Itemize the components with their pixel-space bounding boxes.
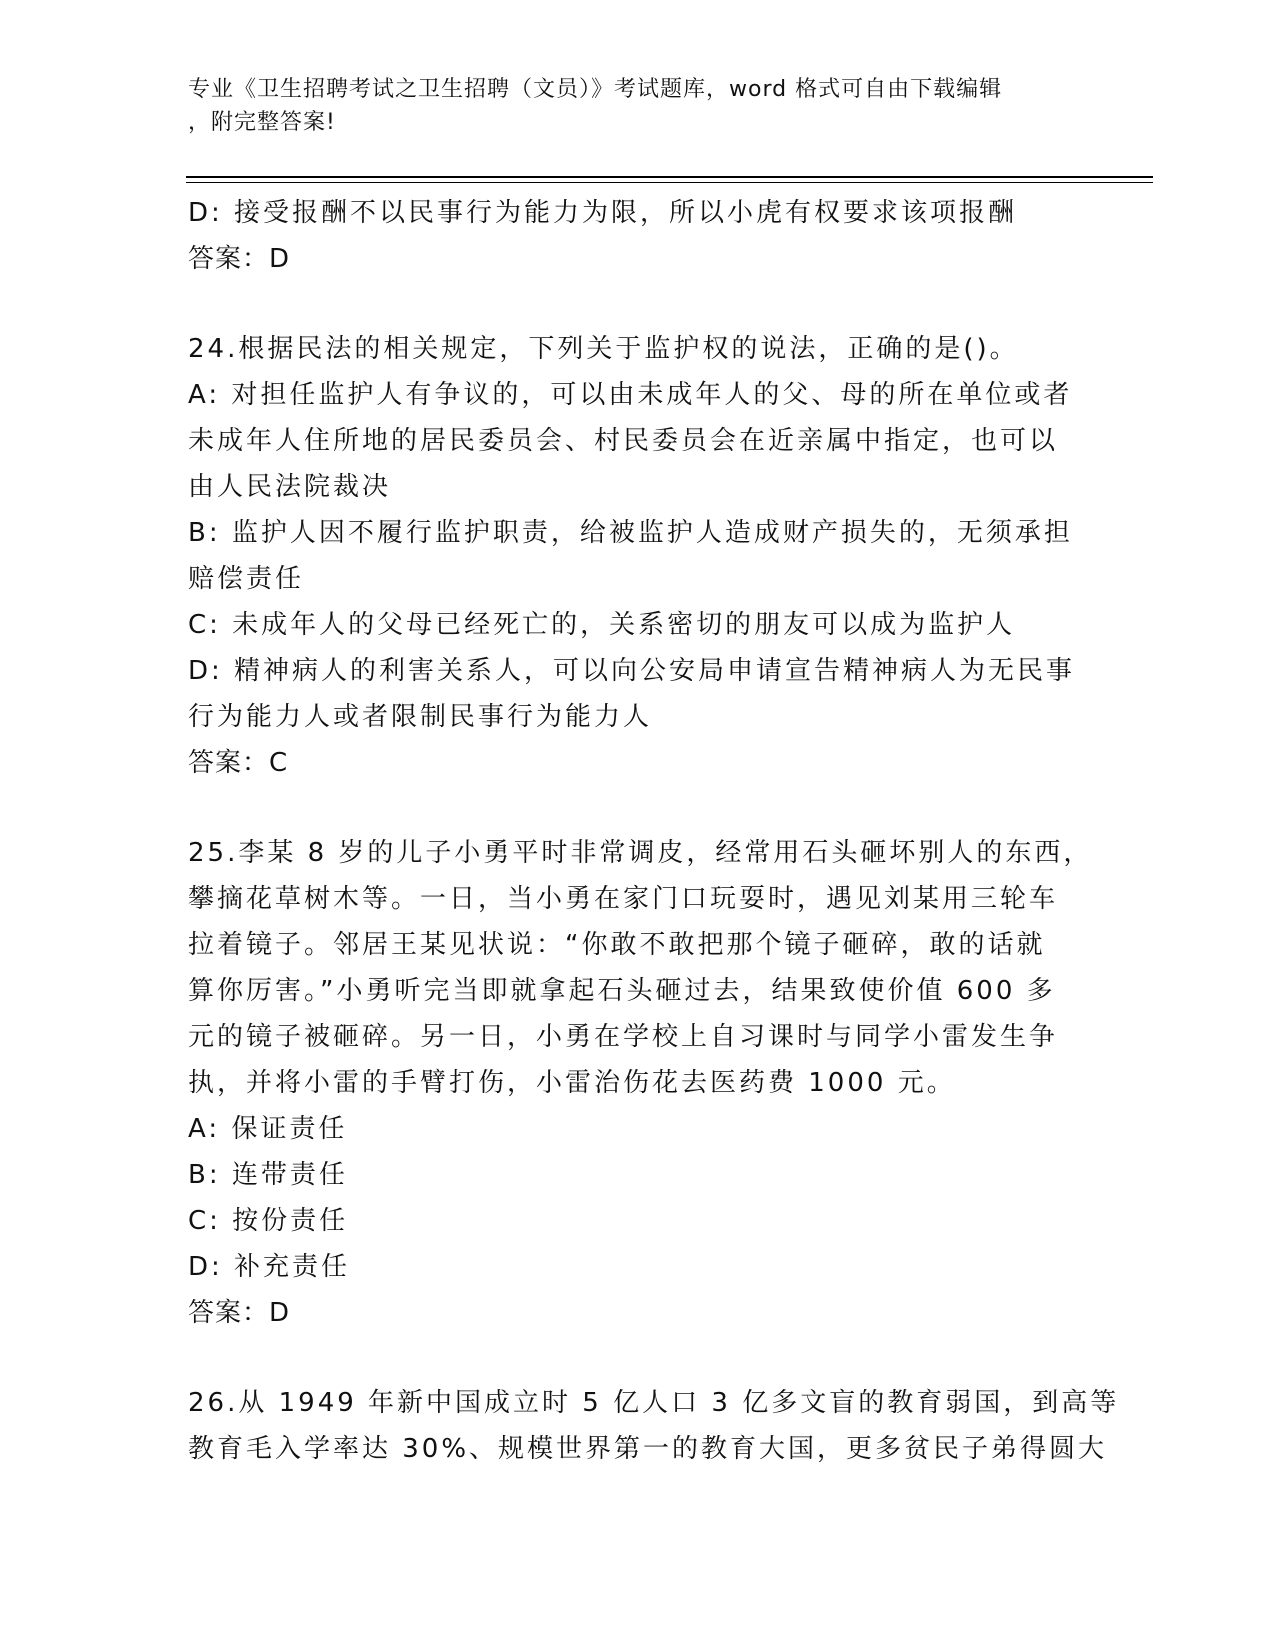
- question-25-stem-cont: 拉着镜子。邻居王某见状说：“你敢不敢把那个镜子砸碎，敢的话就: [188, 930, 1046, 960]
- answer-q23: 答案：D: [188, 244, 291, 274]
- option-a-q25: A: 保证责任: [188, 1114, 348, 1144]
- question-26-stem: 26.从 1949 年新中国成立时 5 亿人口 3 亿多文盲的教育弱国，到高等: [188, 1388, 1120, 1418]
- header-line-1: 专业《卫生招聘考试之卫生招聘（文员）》考试题库，word 格式可自由下载编辑: [188, 77, 1003, 102]
- header-line-2: ，附完整答案!: [188, 110, 336, 135]
- option-a-q24-cont: 由人民法院裁决: [188, 472, 392, 502]
- document-header: [188, 73, 1068, 139]
- header-divider-thick: [186, 176, 1153, 178]
- answer-q25: 答案：D: [188, 1298, 291, 1328]
- option-d-q24: D: 精神病人的利害关系人，可以向公安局申请宣告精神病人为无民事: [188, 656, 1076, 686]
- option-d-q25: D: 补充责任: [188, 1252, 351, 1282]
- question-25-stem-cont: 元的镜子被砸碎。另一日，小勇在学校上自习课时与同学小雷发生争: [188, 1022, 1059, 1052]
- question-24-stem: 24.根据民法的相关规定，下列关于监护权的说法，正确的是()。: [188, 334, 1019, 364]
- option-c-q24: C: 未成年人的父母已经死亡的，关系密切的朋友可以成为监护人: [188, 610, 1016, 640]
- option-b-q24-cont: 赔偿责任: [188, 564, 305, 594]
- answer-q24: 答案：C: [188, 748, 289, 778]
- question-25-stem-cont: 攀摘花草树木等。一日，当小勇在家门口玩耍时，遇见刘某用三轮车: [188, 884, 1059, 914]
- option-d-q24-cont: 行为能力人或者限制民事行为能力人: [188, 702, 653, 732]
- question-25-stem-cont: 执，并将小雷的手臂打伤，小雷治伤花去医药费 1000 元。: [188, 1068, 956, 1098]
- option-a-q24-cont: 未成年人住所地的居民委员会、村民委员会在近亲属中指定，也可以: [188, 426, 1059, 456]
- question-26-stem-cont: 教育毛入学率达 30%、规模世界第一的教育大国，更多贫民子弟得圆大: [188, 1434, 1108, 1464]
- block-spacer: [188, 1336, 1088, 1380]
- block-spacer: [188, 282, 1088, 326]
- question-25-stem-cont: 算你厉害。”小勇听完当即就拿起石头砸过去，结果致使价值 600 多: [188, 976, 1056, 1006]
- question-content: [188, 190, 1120, 1472]
- option-d-q23: D: 接受报酬不以民事行为能力为限，所以小虎有权要求该项报酬: [188, 198, 1018, 228]
- option-b-q24: B: 监护人因不履行监护职责，给被监护人造成财产损失的，无须承担: [188, 518, 1073, 548]
- option-c-q25: C: 按份责任: [188, 1206, 349, 1236]
- block-spacer: [188, 786, 1088, 830]
- option-a-q24: A: 对担任监护人有争议的，可以由未成年人的父、母的所在单位或者: [188, 380, 1073, 410]
- option-b-q25: B: 连带责任: [188, 1160, 348, 1190]
- question-25-stem: 25.李某 8 岁的儿子小勇平时非常调皮，经常用石头砸坏别人的东西，: [188, 838, 1093, 868]
- header-divider-thin: [186, 182, 1153, 183]
